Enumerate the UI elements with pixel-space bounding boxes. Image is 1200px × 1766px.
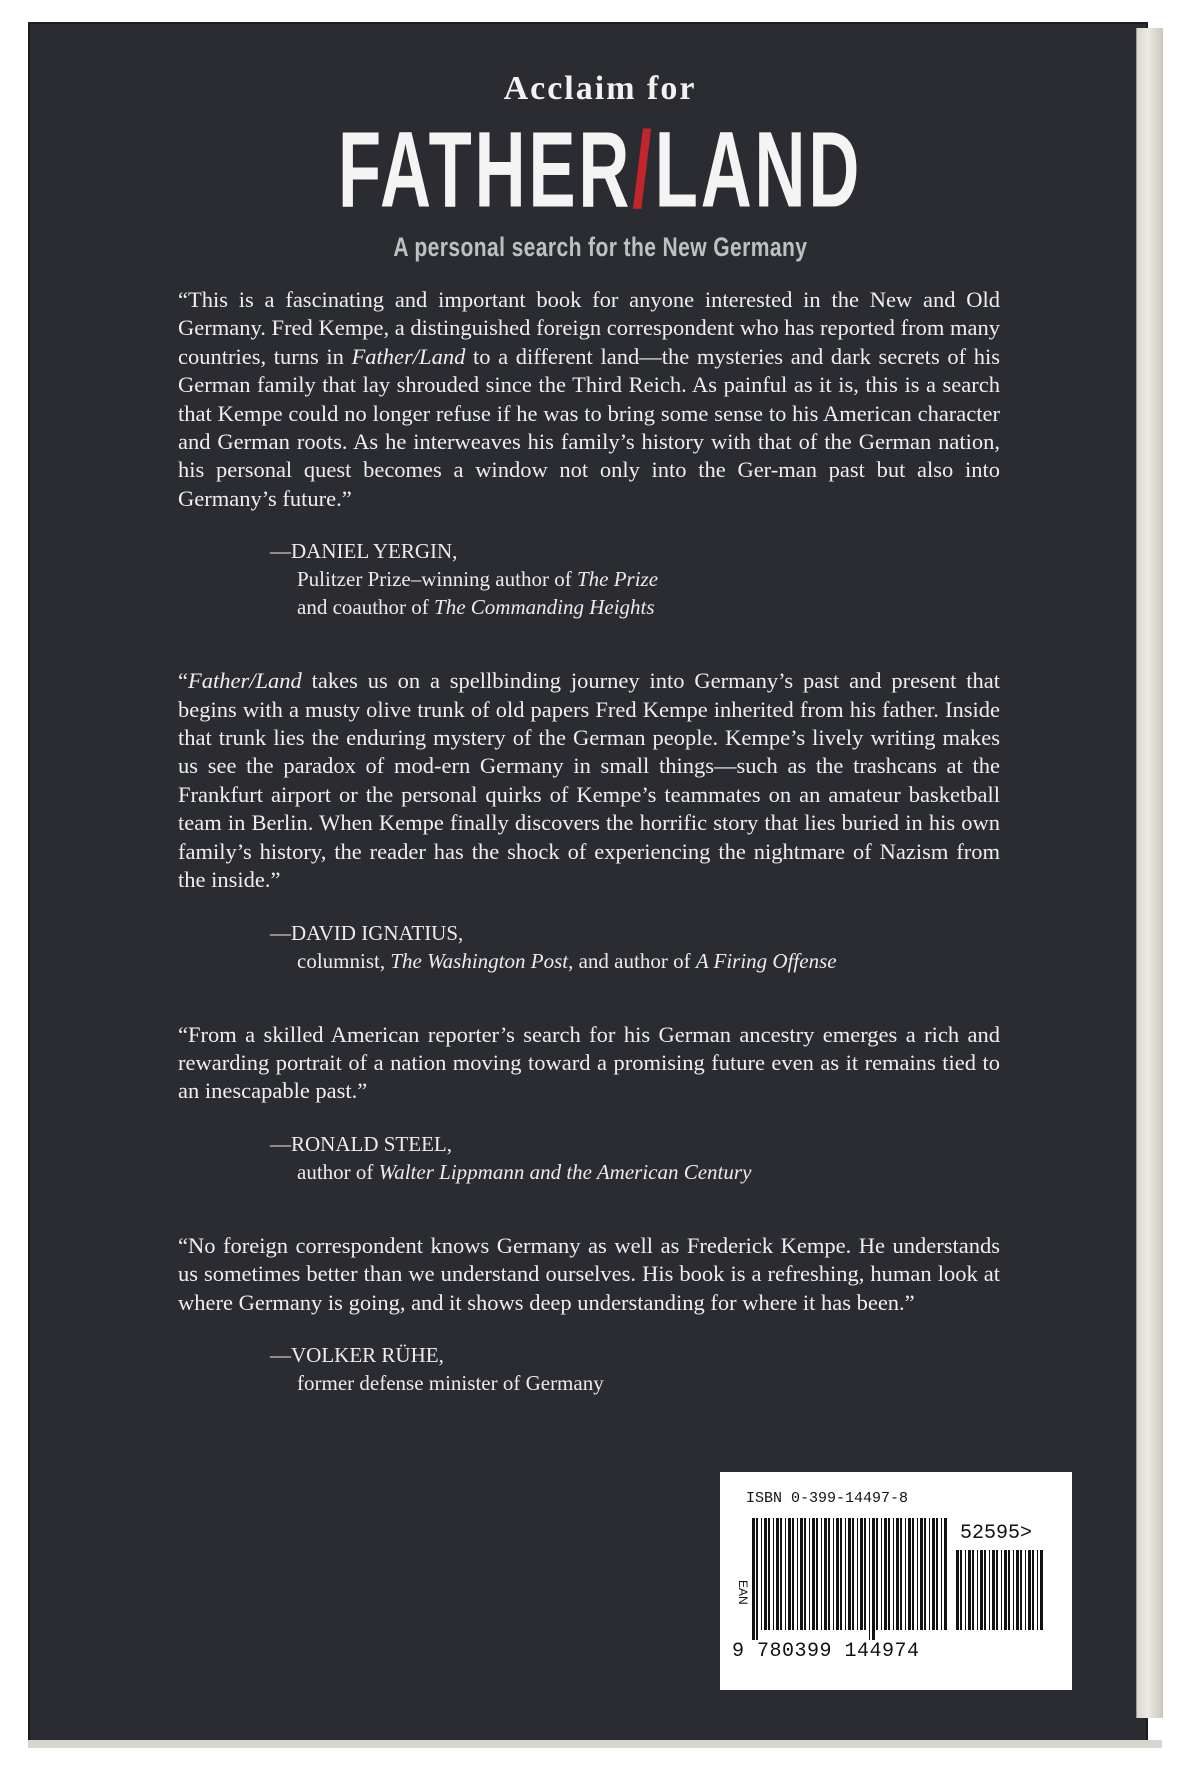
attribution-role: Pulitzer Prize–winning author of The Prize and coauthor of The Commanding Heights [297,567,659,620]
blurb-quote: “This is a fascinating and important book for anyone interested in the New and Old Germany. Fred Kempe, a distinguished foreign correspondent who has reported from many countries, turns in Father/Land to a different land—the mysteries and dark secrets of his German family that lay shrouded since the Third Reich. As painful as it is, this is a search that Kempe could no longer refuse if he was to bring some sense to his American character and German roots. As he interweaves his family’s history with that of the German nation, his personal quest becomes a window not only into the Ger-man past but also into Germany’s future.” [178,287,1000,511]
barcode-bar [908,1518,911,1630]
barcode-bar [848,1518,851,1630]
barcode-bar [941,1518,942,1630]
barcode-bar [752,1518,755,1640]
bottom-edge [28,1740,1162,1748]
blurb-ignatius [178,667,1000,974]
barcode-bar [840,1518,842,1630]
barcode-bar [776,1518,779,1630]
barcode-bar [965,1550,966,1630]
attribution-name: —VOLKER RÜHE, [270,1342,444,1367]
barcode-bar [816,1518,818,1630]
barcode-bar [896,1518,899,1630]
barcode-bar [980,1550,983,1630]
blurb-ruhe [178,1232,1000,1397]
barcode-bar [792,1518,794,1630]
barcode-bar [936,1518,938,1630]
barcode-bar [780,1518,782,1630]
barcode-bar [876,1518,878,1630]
addon-digits: 52595> [960,1522,1033,1545]
barcode-bar [932,1518,935,1630]
barcode-bar [869,1518,870,1640]
barcode-bar [977,1550,978,1630]
barcode-bar [900,1518,902,1630]
barcode-bar [768,1518,770,1630]
barcode-bar [1016,1550,1019,1630]
book-subtitle: A personal search for the New Germany [393,232,807,262]
barcode-bar [1001,1550,1002,1630]
blurbs-section [178,286,1000,1443]
barcode-bar [996,1550,998,1630]
blurb-attribution [270,537,1000,621]
barcode-bar [845,1518,846,1630]
ean-label: EAN [736,1580,750,1605]
barcode-bar [756,1518,758,1640]
title-part-land: LAND [654,108,863,230]
barcode-bar [917,1518,918,1630]
barcode-bar [984,1550,986,1630]
attribution-name: —DAVID IGNATIUS, [270,920,464,945]
blurb-steel [178,1021,1000,1186]
ean-digits: 9 780399 144974 [732,1640,920,1663]
barcode-bar [852,1518,854,1630]
barcode-bar [797,1518,798,1630]
dust-jacket-edge [1136,28,1163,1718]
attribution-name: —RONALD STEEL, [270,1131,452,1156]
barcode-bar [888,1518,890,1630]
barcode-bar [864,1518,866,1630]
attribution-name: —DANIEL YERGIN, [270,539,458,564]
barcode-bar [833,1518,834,1630]
barcode-bar [764,1518,767,1630]
barcode-bar [1032,1550,1034,1630]
barcode-bar [1004,1550,1007,1630]
barcode-bar [788,1518,791,1630]
barcode-bar [893,1518,894,1630]
barcode-bar [860,1518,863,1630]
barcode-bar [828,1518,830,1630]
acclaim-heading: Acclaim for [503,70,697,107]
barcode-bar [800,1518,803,1630]
barcode-bar [944,1518,947,1630]
barcode-bar [1040,1550,1043,1630]
barcode-bar [1020,1550,1022,1630]
barcode-bar [1028,1550,1031,1630]
barcode-bar [809,1518,810,1630]
attribution-role: former defense minister of Germany [297,1370,604,1395]
blurb-yergin [178,286,1000,621]
barcode-bar [812,1518,815,1630]
blurb-attribution [270,1341,1000,1397]
attribution-role: author of Walter Lippmann and the American Century [297,1159,752,1184]
barcode-bar [773,1518,774,1630]
barcode-bar [1025,1550,1026,1630]
barcode-bar [884,1518,887,1630]
barcode-bar [912,1518,914,1630]
barcode-bar [761,1518,762,1630]
barcode-bar [956,1550,959,1630]
barcode-bar [972,1550,974,1630]
barcode-bar [968,1550,971,1630]
attribution-role: columnist, The Washington Post, and author of A Firing Offense [297,948,837,973]
isbn-number: ISBN 0-399-14497-8 [746,1490,909,1507]
ean-barcode [750,1518,950,1640]
barcode-bar [989,1550,990,1630]
barcode-bar [960,1550,962,1630]
barcode-bar [1008,1550,1010,1630]
title-slash: / [632,108,655,230]
barcode-bar [992,1550,995,1630]
barcode-bar [821,1518,822,1630]
barcode-bar [824,1518,827,1630]
blurb-attribution [270,1130,1000,1186]
blurb-quote: “From a skilled American reporter’s search for his German ancestry emerges a rich and rewarding portrait of a nation moving toward a promising future even as it remains tied to an inescapable past.” [178,1021,1000,1104]
title-part-father: FATHER [337,108,633,230]
cover-header [0,70,1200,263]
barcode-bar [920,1518,923,1630]
isbn-barcode-panel [720,1472,1072,1690]
barcode-bar [1013,1550,1014,1630]
addon-barcode [954,1550,1044,1640]
barcode-bar [1037,1550,1038,1630]
barcode-bar [881,1518,882,1630]
barcode-bar [836,1518,839,1630]
book-title-logo [337,108,863,230]
blurb-quote: “No foreign correspondent knows Germany as well as Frederick Kempe. He understands us sometimes better than we understand ourselves. His book is a refreshing, human look at where Germany is going, and it shows deep understanding for where it has been.” [178,1232,1000,1315]
barcode-bar [785,1518,786,1630]
blurb-attribution [270,919,1000,975]
barcode-bar [929,1518,930,1630]
barcode-bar [905,1518,906,1630]
barcode-bar [804,1518,806,1630]
blurb-quote: “Father/Land takes us on a spellbinding journey into Germany’s past and present that begins with a musty olive trunk of old papers Fred Kempe inherited from his father. Inside that trunk lies the enduring mystery of the German people. Kempe’s lively writing makes us see the paradox of mod-ern Germany in small things—such as the trashcans at the Frankfurt airport or the personal quirks of Kempe’s teammates on an amateur basketball team in Berlin. When Kempe finally discovers the horrific story that lies buried in his own family’s history, the reader has the shock of experiencing the nightmare of Nazism from the inside.” [178,668,1000,893]
barcode-bar [924,1518,926,1630]
barcode-bar [857,1518,858,1630]
barcode-bar [872,1518,875,1640]
